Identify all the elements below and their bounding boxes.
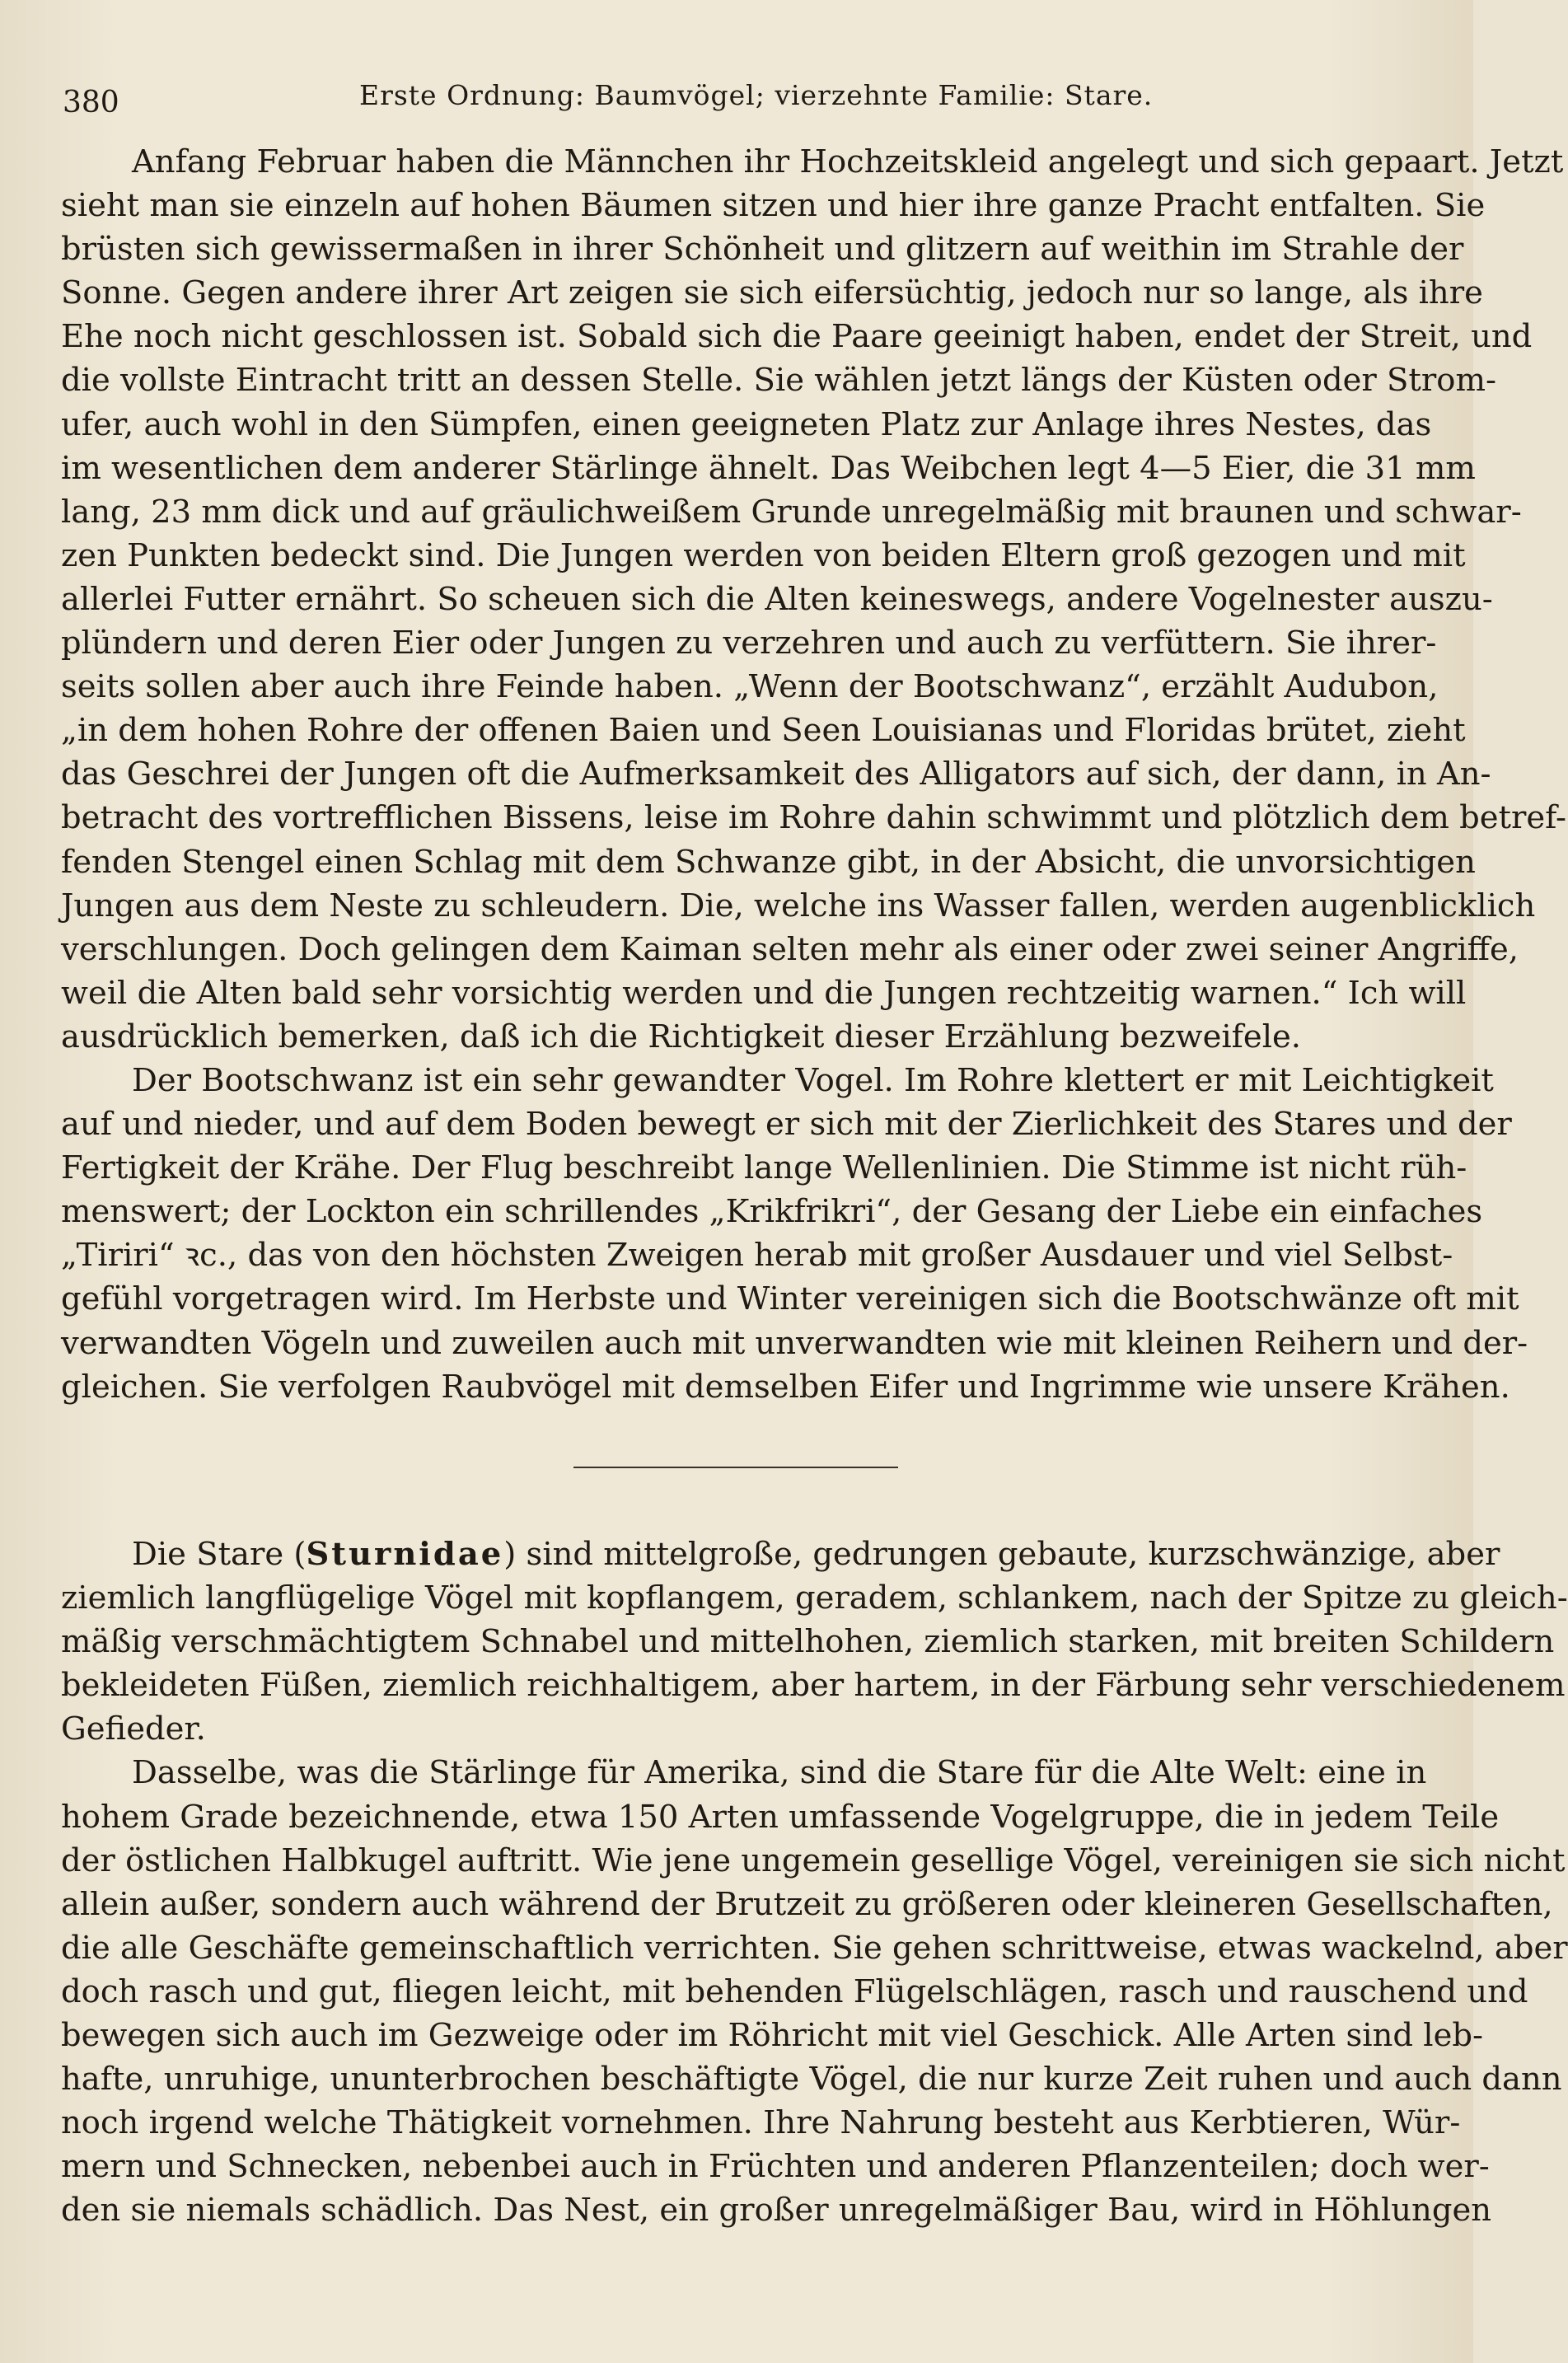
text-line: gleichen. Sie verfolgen Raubvögel mit demselben Eifer und Ingrimme wie unsere Krähen. (61, 1368, 1510, 1406)
text-line: noch irgend welche Thätigkeit vornehmen. Ihre Nahrung besteht aus Kerbtieren, Wür- (61, 2104, 1461, 2142)
text-line: ziemlich langflügelige Vögel mit kopflangem, geradem, schlankem, nach der Spitze zu gleich- (61, 1579, 1568, 1617)
text-line: brüsten sich gewissermaßen in ihrer Schönheit und glitzern auf weithin im Strahle der (61, 231, 1464, 269)
text-line: hohem Grade bezeichnende, etwa 150 Arten umfassende Vogelgruppe, die in jedem Teile (61, 1798, 1500, 1836)
text-line: allein außer, sondern auch während der Brutzeit zu größeren oder kleineren Gesellschaften, (61, 1885, 1553, 1923)
text-line: Jungen aus dem Neste zu schleudern. Die, welche ins Wasser fallen, werden augenblicklich (61, 887, 1536, 924)
text-line: doch rasch und gut, fliegen leicht, mit behenden Flügelschlägen, rasch und rauschend und (61, 1972, 1528, 2010)
text-run: ) sind mittelgroße, gedrungen gebaute, kurzschwänzige, aber (503, 1536, 1500, 1573)
text-line: plündern und deren Eier oder Jungen zu verzehren und auch zu verfüttern. Sie ihrer- (61, 625, 1437, 662)
text-line: gefühl vorgetragen wird. Im Herbste und Winter vereinigen sich die Bootschwänze oft mit (61, 1280, 1519, 1318)
text-line: bekleideten Füßen, ziemlich reichhaltigem, aber hartem, in der Färbung sehr verschiedenem (61, 1667, 1566, 1705)
text-line: betracht des vortrefflichen Bissens, leise im Rohre dahin schwimmt und plötzlich dem betref- (61, 799, 1567, 837)
text-line: Fertigkeit der Krähe. Der Flug beschreibt lange Wellenlinien. Die Stimme ist nicht rüh- (61, 1149, 1467, 1187)
text-line: ufer, auch wohl in den Sümpfen, einen geeigneten Platz zur Anlage ihres Nestes, das (61, 405, 1432, 443)
text-line: die alle Geschäfte gemeinschaftlich verrichten. Sie gehen schrittweise, etwas wackelnd, aber (61, 1929, 1568, 1967)
text-line: mäßig verschmächtigtem Schnabel und mittelhohen, ziemlich starken, mit breiten Schildern (61, 1623, 1555, 1661)
text-line: „in dem hohen Rohre der offenen Baien und Seen Louisianas und Floridas brütet, zieht (61, 712, 1466, 750)
text-line: den sie niemals schädlich. Das Nest, ein großer unregelmäßiger Bau, wird in Höhlungen (61, 2192, 1492, 2230)
text-line: das Geschrei der Jungen oft die Aufmerksamkeit des Alligators auf sich, der dann, in An- (61, 756, 1491, 793)
latin-name: Sturnidae (306, 1536, 504, 1573)
paragraphs-stare (61, 1532, 1568, 2233)
text-line: allerlei Futter ernährt. So scheuen sich die Alten keineswegs, andere Vogelnester auszu- (61, 580, 1493, 618)
section-divider (573, 1467, 898, 1468)
text-line: sieht man sie einzeln auf hohen Bäumen sitzen und hier ihre ganze Pracht entfalten. Sie (61, 187, 1486, 225)
text-line: bewegen sich auch im Gezweige oder im Röhricht mit viel Geschick. Alle Arten sind leb- (61, 2017, 1484, 2055)
text-line: Sonne. Gegen andere ihrer Art zeigen sie sich eifersüchtig, jedoch nur so lange, als ihre (61, 274, 1483, 312)
text-line: fenden Stengel einen Schlag mit dem Schwanze gibt, in der Absicht, die unvorsichtigen (61, 843, 1476, 881)
text-line: verschlungen. Doch gelingen dem Kaiman selten mehr als einer oder zwei seiner Angriffe, (61, 930, 1519, 968)
text-line: auf und nieder, und auf dem Boden bewegt er sich mit der Zierlichkeit des Stares und der (61, 1106, 1512, 1144)
text-line (61, 1532, 1500, 1576)
page-number: 380 (63, 86, 119, 119)
text-line: der östlichen Halbkugel auftritt. Wie jene ungemein gesellige Vögel, vereinigen sie sich nicht (61, 1841, 1566, 1879)
text-line: menswert; der Lockton ein schrillendes „Krikfrikri“, der Gesang der Liebe ein einfaches (61, 1193, 1483, 1231)
text-line: Gefieder. (61, 1710, 206, 1748)
text-line: Der Bootschwanz ist ein sehr gewandter Vogel. Im Rohre klettert er mit Leichtigkeit (132, 1061, 1494, 1099)
text-line: lang, 23 mm dick und auf gräulichweißem Grunde unregelmäßig mit braunen und schwar- (61, 493, 1522, 531)
text-line: seits sollen aber auch ihre Feinde haben. „Wenn der Bootschwanz“, erzählt Audubon, (61, 668, 1439, 706)
text-line: die vollste Eintracht tritt an dessen Stelle. Sie wählen jetzt längs der Küsten oder Strom- (61, 362, 1496, 400)
text-line: ausdrücklich bemerken, daß ich die Richtigkeit dieser Erzählung bezweifele. (61, 1018, 1302, 1055)
text-line: im wesentlichen dem anderer Stärlinge ähnelt. Das Weibchen legt 4—5 Eier, die 31 mm (61, 449, 1476, 487)
text-line: verwandten Vögeln und zuweilen auch mit unverwandten wie mit kleinen Reihern und der- (61, 1324, 1528, 1362)
text-line: zen Punkten bedeckt sind. Die Jungen werden von beiden Eltern groß gezogen und mit (61, 536, 1466, 574)
text-line: mern und Schnecken, nebenbei auch in Früchten und anderen Pflanzenteilen; doch wer- (61, 2148, 1490, 2186)
page-header (63, 79, 1414, 129)
text-line: Anfang Februar haben die Männchen ihr Hochzeitskleid angelegt und sich gepaart. Jetzt (132, 143, 1564, 180)
text-line: weil die Alten bald sehr vorsichtig werden und die Jungen rechtzeitig warnen.“ Ich will (61, 974, 1467, 1012)
text-line: „Tiriri“ ꝛc., das von den höchsten Zweigen herab mit großer Ausdauer und viel Selbst- (61, 1237, 1453, 1275)
text-run: Die Stare ( (132, 1536, 307, 1573)
paragraphs-bootschwanz (61, 140, 1567, 1409)
text-line: Ehe noch nicht geschlossen ist. Sobald sich die Paare geeinigt haben, endet der Streit, und (61, 318, 1533, 356)
running-head: Erste Ordnung: Baumvögel; vierzehnte Familie: Stare. (359, 79, 1154, 111)
text-line: Dasselbe, was die Stärlinge für Amerika, sind die Stare für die Alte Welt: eine in (132, 1754, 1427, 1792)
text-line: hafte, unruhige, ununterbrochen beschäftigte Vögel, die nur kurze Zeit ruhen und auch dann (61, 2061, 1562, 2099)
